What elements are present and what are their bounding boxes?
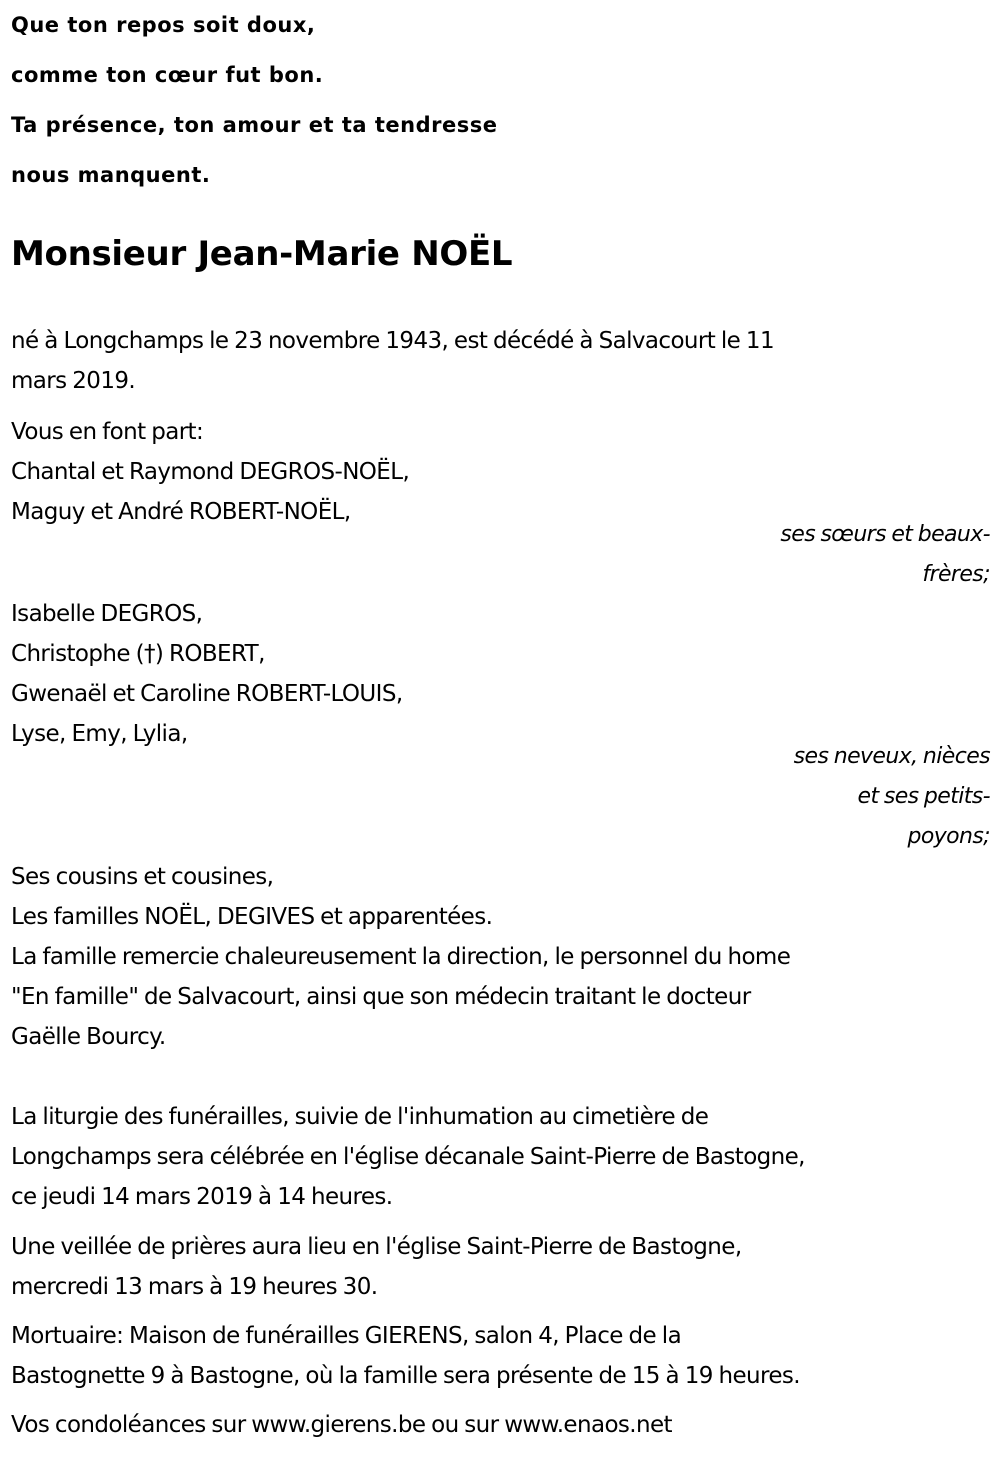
nephew-entry: Isabelle DEGROS, bbox=[11, 601, 203, 627]
mortuary-line: Mortuaire: Maison de funérailles GIERENS, salon 4, Place de la bbox=[11, 1323, 682, 1349]
other-family: Ses cousins et cousines, bbox=[11, 864, 274, 890]
birth-death-line: mars 2019. bbox=[11, 368, 136, 394]
sibling-entry: Maguy et André ROBERT-NOËL, bbox=[11, 499, 351, 525]
nephews-relation: ses neveux, nièces bbox=[793, 744, 990, 769]
thanks-line: Gaëlle Bourcy. bbox=[11, 1024, 166, 1050]
sibling-entry: Chantal et Raymond DEGROS-NOËL, bbox=[11, 459, 410, 485]
vigil-line: Une veillée de prières aura lieu en l'église Saint-Pierre de Bastogne, bbox=[11, 1234, 742, 1260]
funeral-line: ce jeudi 14 mars 2019 à 14 heures. bbox=[11, 1184, 393, 1210]
birth-death-line: né à Longchamps le 23 novembre 1943, est décédé à Salvacourt le 11 bbox=[11, 328, 774, 354]
funeral-line: Longchamps sera célébrée en l'église décanale Saint-Pierre de Bastogne, bbox=[11, 1144, 805, 1170]
poem-line: Ta présence, ton amour et ta tendresse bbox=[11, 113, 498, 137]
deceased-name-title: Monsieur Jean-Marie NOËL bbox=[11, 234, 513, 274]
poem-line: Que ton repos soit doux, bbox=[11, 13, 316, 37]
thanks-line: "En famille" de Salvacourt, ainsi que son médecin traitant le docteur bbox=[11, 984, 751, 1010]
siblings-relation: frères; bbox=[922, 562, 990, 587]
nephews-relation: et ses petits- bbox=[857, 784, 990, 809]
nephew-entry: Lyse, Emy, Lylia, bbox=[11, 721, 188, 747]
funeral-line: La liturgie des funérailles, suivie de l'inhumation au cimetière de bbox=[11, 1104, 709, 1130]
mortuary-line: Bastognette 9 à Bastogne, où la famille sera présente de 15 à 19 heures. bbox=[11, 1363, 801, 1389]
condolences-line: Vos condoléances sur www.gierens.be ou sur www.enaos.net bbox=[11, 1412, 672, 1438]
thanks-line: La famille remercie chaleureusement la direction, le personnel du home bbox=[11, 944, 791, 970]
poem-line: comme ton cœur fut bon. bbox=[11, 63, 324, 87]
nephew-entry: Christophe (†) ROBERT, bbox=[11, 641, 265, 667]
poem-line: nous manquent. bbox=[11, 163, 211, 187]
family-intro: Vous en font part: bbox=[11, 419, 204, 445]
poem bbox=[11, 12, 911, 200]
nephews-relation: poyons; bbox=[907, 824, 990, 849]
siblings-relation: ses sœurs et beaux- bbox=[780, 522, 990, 547]
other-family: Les familles NOËL, DEGIVES et apparentées. bbox=[11, 904, 493, 930]
nephew-entry: Gwenaël et Caroline ROBERT-LOUIS, bbox=[11, 681, 403, 707]
vigil-line: mercredi 13 mars à 19 heures 30. bbox=[11, 1274, 378, 1300]
